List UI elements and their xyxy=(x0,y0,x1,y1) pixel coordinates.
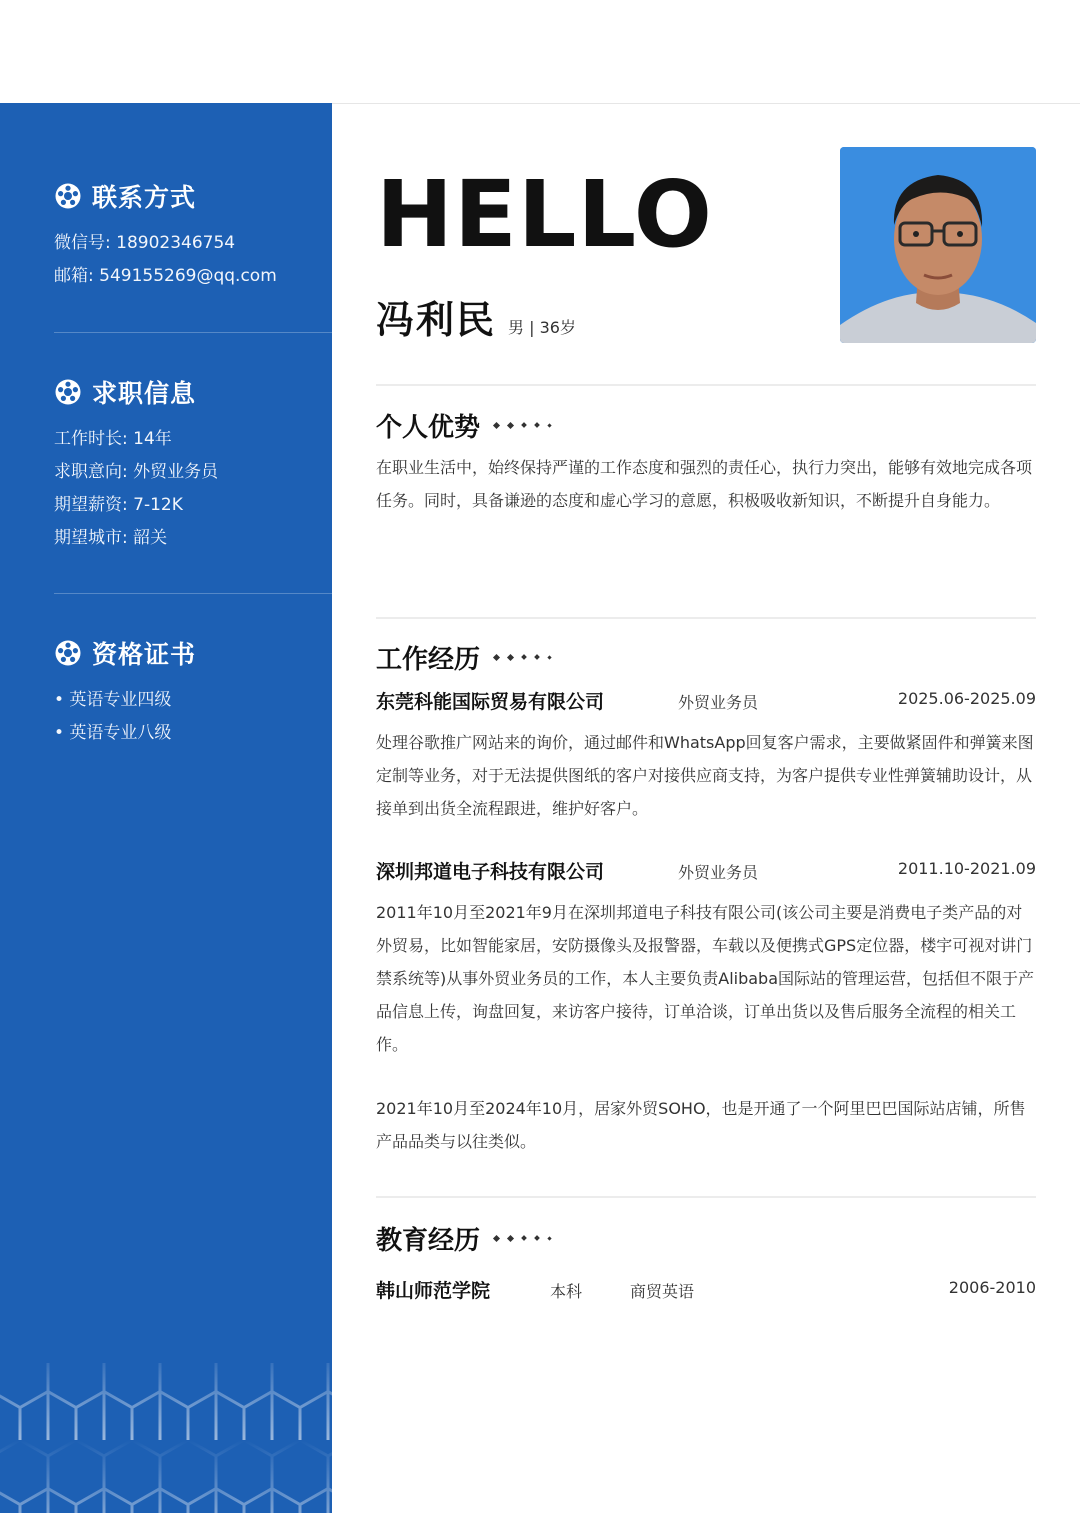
job-intent-title xyxy=(54,375,332,409)
name-row xyxy=(376,289,576,344)
sidebar-divider xyxy=(54,332,332,333)
company-name: 深圳邦道电子科技有限公司 xyxy=(376,861,605,883)
section-rule xyxy=(376,1196,1036,1198)
job-period: 2025.06-2025.09 xyxy=(897,689,1036,708)
dots-decoration xyxy=(494,1236,560,1241)
contact-title xyxy=(54,179,332,213)
section-rule xyxy=(376,384,1036,386)
experience-title-text: 工作经历 xyxy=(376,644,481,675)
candidate-meta: 男 | 36岁 xyxy=(508,318,576,337)
education-degree: 本科 xyxy=(550,1282,583,1301)
job-header xyxy=(376,857,1036,887)
certificates-title xyxy=(54,636,332,670)
ring-icon xyxy=(54,639,82,667)
ring-icon xyxy=(54,378,82,406)
certificate-item: • 英语专业四级 xyxy=(54,690,172,710)
hexagon-pattern xyxy=(0,1363,332,1513)
certificates-section xyxy=(54,636,332,750)
job-period: 2011.10-2021.09 xyxy=(897,859,1036,878)
section-rule xyxy=(376,617,1036,619)
experience-title xyxy=(376,639,560,675)
education-title-text: 教育经历 xyxy=(376,1225,481,1256)
company-name: 东莞科能国际贸易有限公司 xyxy=(376,691,605,713)
advantages-title-text: 个人优势 xyxy=(376,412,481,443)
job-header xyxy=(376,687,1036,717)
education-row xyxy=(376,1276,1036,1306)
job-description: 2011年10月至2021年9月在深圳邦道电子科技有限公司(该公司主要是消费电子类产品的对外贸易，比如智能家居，安防摄像头及报警器，车载以及便携式GPS定位器，楼宇可视对讲门禁系统等)从事外贸业务员的工作，本人主要负责Alibaba国际站的管理运营，包括但不限于产品信息上传，询盘回复，来访客户接待，订单洽谈，订单出货以及售后服务全流程的相关工作。 xyxy=(376,903,1035,1054)
education-major: 商贸英语 xyxy=(630,1282,695,1301)
dots-decoration xyxy=(494,423,560,428)
job-intent-item: 工作时长: 14年 xyxy=(54,429,172,449)
person-portrait-icon xyxy=(840,147,1036,343)
sidebar xyxy=(0,103,332,1513)
hello-heading: HELLO xyxy=(376,161,714,268)
candidate-name: 冯利民 xyxy=(376,298,497,342)
education-title xyxy=(376,1220,560,1256)
contact-title-text: 联系方式 xyxy=(92,183,197,212)
job-intent-item: 求职意向: 外贸业务员 xyxy=(54,462,219,482)
ring-icon xyxy=(54,182,82,210)
advantages-text: 在职业生活中，始终保持严谨的工作态度和强烈的责任心，执行力突出，能够有效地完成各项任务。同时，具备谦逊的态度和虚心学习的意愿，积极吸收新知识，不断提升自身能力。 xyxy=(376,458,1033,510)
main-content xyxy=(332,103,1080,1513)
advantages-title xyxy=(376,407,560,443)
job-intent-section xyxy=(54,375,332,555)
school-name: 韩山师范学院 xyxy=(376,1280,491,1302)
profile-photo xyxy=(840,147,1036,343)
contact-section xyxy=(54,179,332,293)
wechat-text: 微信号: 18902346754 xyxy=(54,233,236,253)
job-role: 外贸业务员 xyxy=(678,693,759,712)
job-description-extra: 2021年10月至2024年10月，居家外贸SOHO，也是开通了一个阿里巴巴国际站店铺，所售产品品类与以往类似。 xyxy=(376,1099,1026,1151)
job-intent-item: 期望薪资: 7-12K xyxy=(54,495,183,515)
email-text: 邮箱: 549155269@qq.com xyxy=(54,266,277,286)
job-description: 处理谷歌推广网站来的询价，通过邮件和WhatsApp回复客户需求，主要做紧固件和弹簧来图定制等业务，对于无法提供图纸的客户对接供应商支持，为客户提供专业性弹簧辅助设计，从接单到出货全流程跟进，维护好客户。 xyxy=(376,733,1034,818)
job-intent-item: 期望城市: 韶关 xyxy=(54,528,168,548)
job-intent-title-text: 求职信息 xyxy=(92,379,197,408)
resume-page xyxy=(0,103,1080,1513)
dots-decoration xyxy=(494,655,560,660)
certificate-item: • 英语专业八级 xyxy=(54,723,172,743)
job-role: 外贸业务员 xyxy=(678,863,759,882)
education-period: 2006-2010 xyxy=(948,1278,1036,1297)
certificates-title-text: 资格证书 xyxy=(92,640,197,669)
sidebar-divider xyxy=(54,593,332,594)
